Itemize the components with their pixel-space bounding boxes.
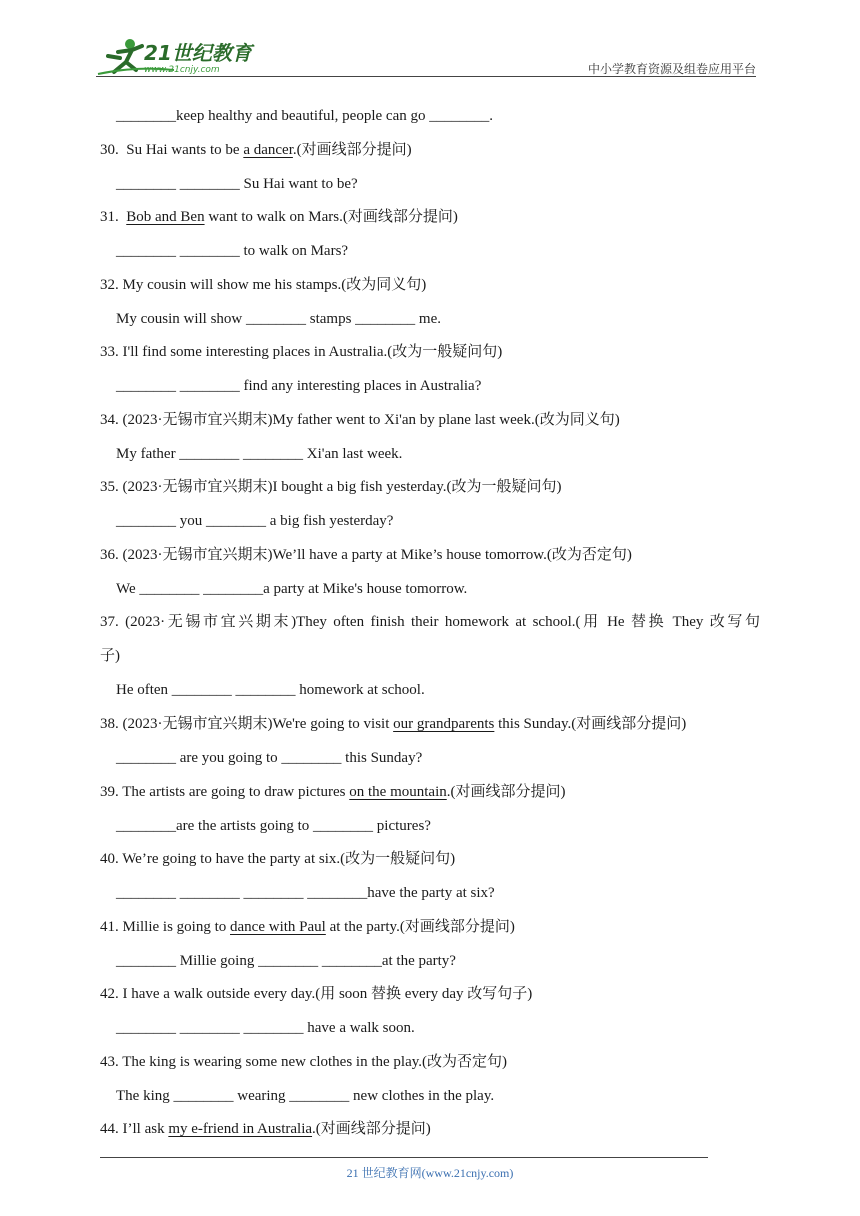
question-39: [100, 782, 566, 802]
question-text: want to walk on Mars.(对画线部分提问): [204, 209, 458, 225]
answer-line: ________keep healthy and beautiful, people can go ________.: [116, 108, 493, 124]
question-42: 42. I have a walk outside every day.(用 soon 替换 every day 改写句子): [100, 986, 533, 1002]
question-text: .(对画线部分提问): [292, 142, 412, 158]
question-35: 35. (2023·无锡市宜兴期末)I bought a big fish yesterday.(改为一般疑问句): [100, 479, 562, 495]
answer-line: The king ________ wearing ________ new clothes in the play.: [116, 1088, 495, 1104]
answer-line: ________ ________ find any interesting places in Australia?: [116, 378, 482, 394]
svg-text:www.21cnjy.com: www.21cnjy.com: [144, 65, 220, 75]
question-number: 31.: [100, 209, 119, 225]
answer-line: ________ you ________ a big fish yesterday?: [116, 513, 394, 529]
answer-line: My father ________ ________ Xi'an last week.: [116, 446, 403, 462]
question-32: 32. My cousin will show me his stamps.(改为同义句): [100, 277, 427, 293]
question-text: .(对画线部分提问): [312, 1121, 431, 1137]
underlined-phrase: a dancer: [243, 142, 293, 158]
platform-title: 中小学教育资源及组卷应用平台: [587, 62, 756, 76]
footer-divider: [100, 1157, 708, 1158]
question-34: 34. (2023·无锡市宜兴期末)My father went to Xi'an by plane last week.(改为同义句): [100, 412, 620, 428]
site-logo: [96, 36, 266, 78]
question-30: [100, 140, 412, 160]
question-37-continued: 子): [100, 648, 120, 664]
answer-line: ________ ________ Su Hai want to be?: [116, 176, 358, 192]
question-text: this Sunday.(对画线部分提问): [494, 716, 687, 732]
question-text: 41. Millie is going to: [100, 919, 231, 935]
underlined-phrase: Bob and Ben: [126, 209, 205, 225]
question-38: [100, 714, 686, 734]
question-text: Su Hai wants to be: [126, 142, 244, 158]
question-text: at the party.(对画线部分提问): [325, 919, 515, 935]
answer-line: He often ________ ________ homework at school.: [116, 682, 425, 698]
question-number: 30.: [100, 142, 119, 158]
question-text: 38. (2023·无锡市宜兴期末)We're going to visit: [100, 716, 394, 732]
question-text: .(对画线部分提问): [446, 784, 566, 800]
answer-line: ________ ________ ________ have a walk soon.: [116, 1020, 415, 1036]
question-43: 43. The king is wearing some new clothes in the play.(改为否定句): [100, 1054, 508, 1070]
svg-text:21世纪教育: 21世纪教育: [144, 41, 252, 65]
answer-line: My cousin will show ________ stamps ________ me.: [116, 311, 441, 327]
question-41: [100, 917, 515, 937]
question-40: 40. We’re going to have the party at six.(改为一般疑问句): [100, 851, 456, 867]
answer-line: ________ ________ to walk on Mars?: [116, 243, 349, 259]
answer-line: ________are the artists going to ________ pictures?: [116, 818, 431, 834]
question-31: [100, 207, 458, 227]
question-44: [100, 1119, 431, 1139]
question-text: 39. The artists are going to draw pictures: [100, 784, 350, 800]
question-36: 36. (2023·无锡市宜兴期末)We’ll have a party at Mike’s house tomorrow.(改为否定句): [100, 547, 632, 563]
runner-logo-icon: [96, 36, 266, 78]
underlined-phrase: our grandparents: [393, 716, 495, 732]
answer-line: ________ Millie going ________ ________at the party?: [116, 953, 456, 969]
answer-line: ________ are you going to ________ this Sunday?: [116, 750, 423, 766]
question-text: 44. I’ll ask: [100, 1121, 169, 1137]
underlined-phrase: on the mountain: [349, 784, 447, 800]
question-33: 33. I'll find some interesting places in Australia.(改为一般疑问句): [100, 344, 503, 360]
answer-line: We ________ ________a party at Mike's house tomorrow.: [116, 581, 468, 597]
underlined-phrase: my e-friend in Australia: [168, 1121, 313, 1137]
footer-link[interactable]: 21 世纪教育网(www.21cnjy.com): [346, 1166, 514, 1180]
page-header: [96, 36, 756, 78]
header-divider: [96, 76, 756, 77]
question-37: 37. (2023·无锡市宜兴期末)They often finish their homework at school.(用 He 替换 They 改写句: [100, 614, 760, 630]
underlined-phrase: dance with Paul: [230, 919, 326, 935]
answer-line: ________ ________ ________ ________have the party at six?: [116, 885, 495, 901]
